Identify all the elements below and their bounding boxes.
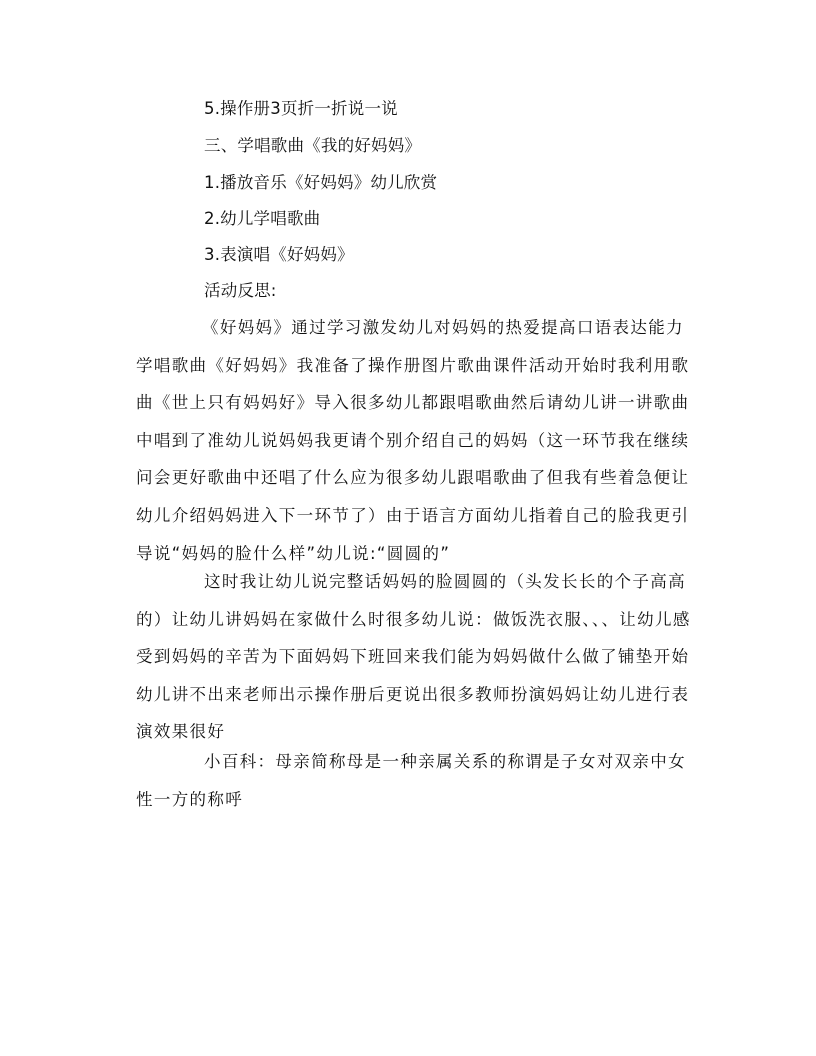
sub-item-2: 2.幼儿学唱歌曲 <box>204 209 321 228</box>
sub-item-1: 1.播放音乐《好妈妈》幼儿欣赏 <box>204 173 438 192</box>
section-3-heading: 三、学唱歌曲《我的好妈妈》 <box>204 136 422 155</box>
encyclopedia-paragraph: 小百科：母亲简称母是一种亲属关系的称谓是子女对双亲中女性一方的称呼 <box>136 752 686 809</box>
reflection-heading: 活动反思: <box>204 281 277 300</box>
step-5-item: 5.操作册3页折一折说一说 <box>204 99 398 118</box>
reflection-paragraph-2: 这时我让幼儿说完整话妈妈的脸圆圆的（头发长长的个子高高的）让幼儿讲妈妈在家做什么时很多幼儿说：做饭洗衣服、、、让幼儿感受到妈妈的辛苦为下面妈妈下班回来我们能为妈妈做什么做了铺垫开始幼儿讲不出来老师出示操作册后更说出很多教师扮演妈妈让幼儿进行表演效果很好 <box>136 572 691 742</box>
sub-item-3: 3.表演唱《好妈妈》 <box>204 245 354 264</box>
reflection-paragraph-1: 《好妈妈》通过学习激发幼儿对妈妈的热爱提高口语表达能力学唱歌曲《好妈妈》我准备了操作册图片歌曲课件活动开始时我利用歌曲《世上只有妈妈好》导入很多幼儿都跟唱歌曲然后请幼儿讲一讲歌曲中唱到了准幼儿说妈妈我更请个别介绍自己的妈妈（这一环节我在继续问会更好歌曲中还唱了什么应为很多幼儿跟唱歌曲了但我有些着急便让幼儿介绍妈妈进入下一环节了）由于语言方面幼儿指着自己的脸我更引导说“妈妈的脸什么样”幼儿说:“圆圆的” <box>136 318 690 563</box>
